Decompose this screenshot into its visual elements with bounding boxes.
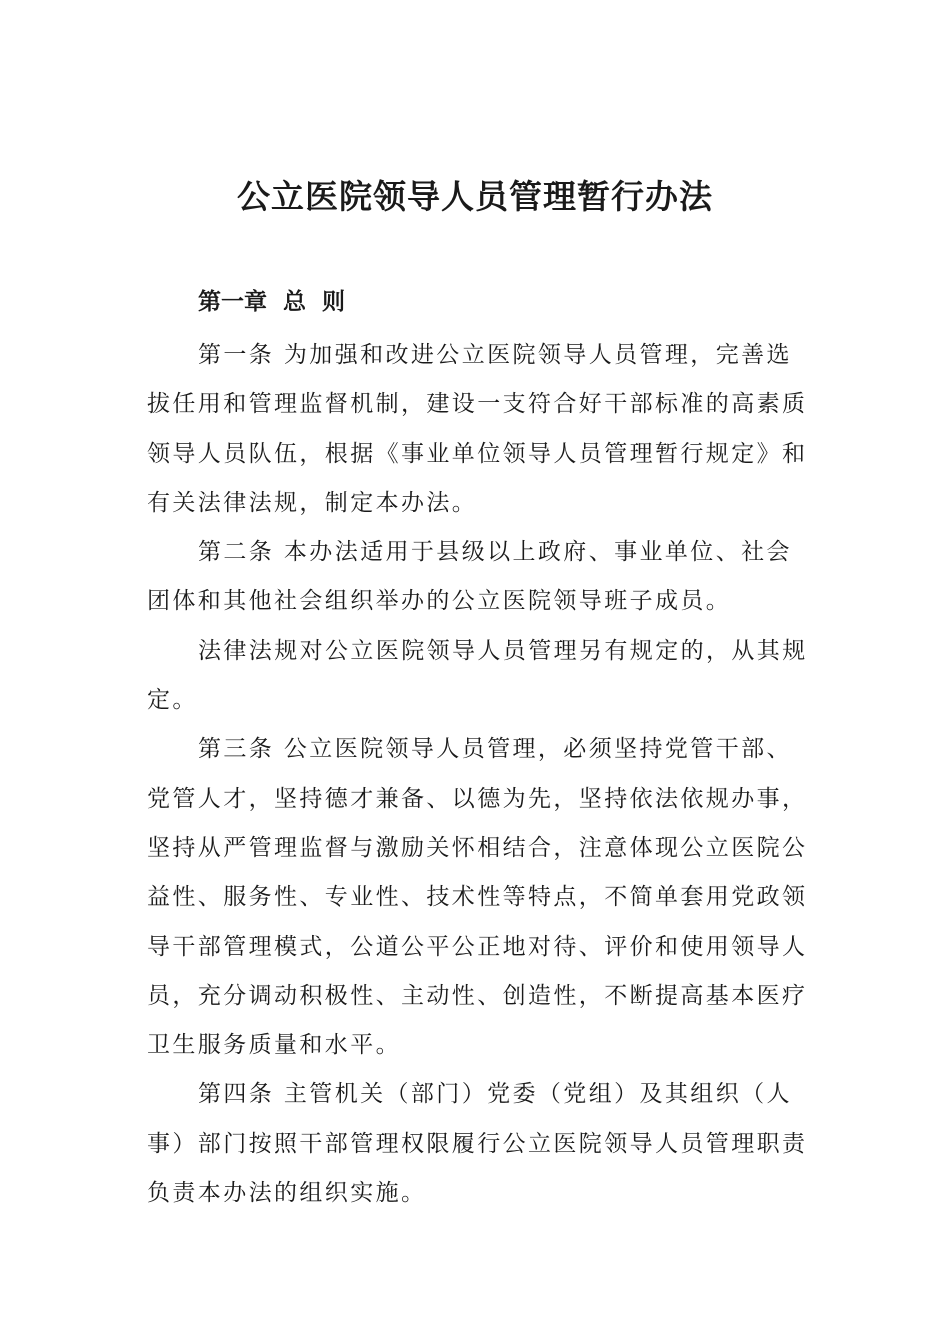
text-line: 团体和其他社会组织举办的公立医院领导班子成员。 [147,588,732,615]
text-line: 导干部管理模式，公道公平公正地对待、评价和使用领导人 [147,933,808,960]
paragraph-article-3 [147,725,812,1070]
text-line: 负责本办法的组织实施。 [147,1180,427,1207]
text-line: 事）部门按照干部管理权限履行公立医院领导人员管理职责 [147,1130,808,1157]
text-line: 有关法律法规，制定本办法。 [147,489,478,516]
text-line: 益性、服务性、专业性、技术性等特点，不简单套用党政领 [147,884,808,911]
document-body [147,331,812,1218]
document-title: 公立医院领导人员管理暂行办法 [237,177,713,216]
text-line: 党管人才，坚持德才兼备、以德为先，坚持依法依规办事， [147,785,808,812]
text-line: 坚持从严管理监督与激励关怀相结合，注意体现公立医院公 [147,834,808,861]
paragraph-article-4 [147,1070,812,1218]
chapter-heading: 第一章 总 则 [198,289,346,315]
text-line: 法律法规对公立医院领导人员管理另有规定的，从其规 [198,637,808,664]
text-line: 第一条 为加强和改进公立医院领导人员管理，完善选 [198,342,792,368]
paragraph-article-1 [147,331,812,528]
text-line: 员，充分调动积极性、主动性、创造性，不断提高基本医疗 [147,982,808,1009]
text-line: 领导人员队伍，根据《事业单位领导人员管理暂行规定》和 [147,440,808,467]
text-line: 第二条 本办法适用于县级以上政府、事业单位、社会 [198,539,792,566]
paragraph-article-2 [147,528,812,627]
text-line: 卫生服务质量和水平。 [147,1032,401,1059]
text-line: 定。 [147,687,198,714]
text-line: 第三条 公立医院领导人员管理，必须坚持党管干部、 [198,736,792,763]
paragraph-article-2-note [147,627,812,726]
text-line: 拔任用和管理监督机制，建设一支符合好干部标准的高素质 [147,391,808,418]
text-line: 第四条 主管机关（部门）党委（党组）及其组织（人 [198,1081,792,1108]
